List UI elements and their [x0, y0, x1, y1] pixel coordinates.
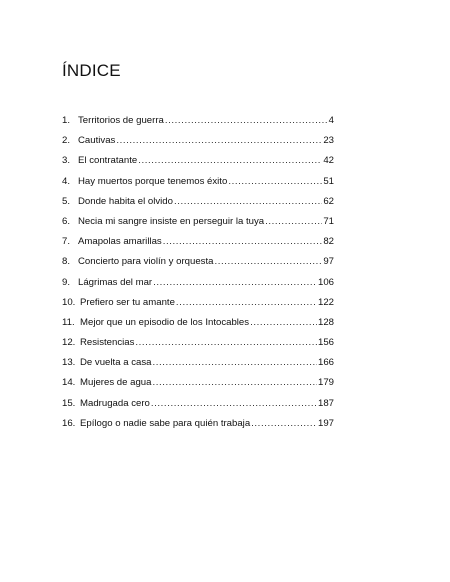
toc-entry-page: 197: [317, 417, 334, 429]
toc-entry-number: 7.: [62, 236, 71, 248]
toc-entry-page: 42: [323, 155, 334, 167]
toc-entry-title: Cautivas: [78, 135, 116, 147]
dot-leader: [151, 394, 317, 414]
toc-entry-page: 51: [323, 175, 334, 187]
toc-entry-page: 62: [323, 195, 334, 207]
dot-leader: [176, 293, 317, 313]
toc-entry: [62, 212, 334, 232]
table-of-contents: [62, 111, 334, 434]
dot-leader: [153, 273, 317, 293]
toc-entry-title: Mejor que un episodio de los Intocables: [80, 316, 250, 328]
toc-entry-number: 14.: [62, 377, 76, 389]
toc-entry: [62, 232, 334, 252]
toc-entry: [62, 192, 334, 212]
toc-entry-title: Necia mi sangre insiste en perseguir la tuya: [78, 215, 265, 227]
toc-entry-number: 13.: [62, 357, 76, 369]
toc-entry-page: 179: [317, 377, 334, 389]
toc-entry-page: 106: [317, 276, 334, 288]
toc-entry: [62, 353, 334, 373]
toc-entry-number: 16.: [62, 417, 76, 429]
dot-leader: [138, 151, 322, 171]
toc-entry-title: Hay muertos porque tenemos éxito: [78, 175, 228, 187]
toc-entry-title: Madrugada cero: [80, 397, 150, 409]
toc-entry-page: 128: [317, 316, 334, 328]
toc-entry-number: 11.: [62, 316, 75, 328]
toc-entry-page: 122: [317, 296, 334, 308]
toc-entry-title: Mujeres de agua: [80, 377, 152, 389]
toc-entry: [62, 333, 334, 353]
page-title: ÍNDICE: [62, 61, 121, 80]
dot-leader: [251, 414, 317, 434]
toc-entry-title: Epílogo o nadie sabe para quién trabaja: [80, 417, 251, 429]
toc-entry-number: 2.: [62, 135, 71, 147]
toc-entry: [62, 151, 334, 171]
toc-entry-number: 4.: [62, 175, 71, 187]
toc-entry-page: 156: [317, 337, 334, 349]
toc-entry: [62, 111, 334, 131]
toc-entry: [62, 373, 334, 393]
dot-leader: [250, 313, 317, 333]
dot-leader: [135, 333, 317, 353]
dot-leader: [152, 373, 317, 393]
dot-leader: [228, 172, 322, 192]
dot-leader: [165, 111, 328, 131]
toc-entry-page: 23: [323, 135, 334, 147]
toc-entry-number: 10.: [62, 296, 76, 308]
toc-entry-number: 15.: [62, 397, 76, 409]
toc-entry-title: Concierto para violín y orquesta: [78, 256, 214, 268]
toc-entry-number: 1.: [62, 115, 71, 126]
toc-entry-number: 8.: [62, 256, 71, 268]
toc-entry-page: 4: [328, 115, 334, 126]
dot-leader: [152, 353, 317, 373]
toc-entry: [62, 414, 334, 434]
toc-entry-page: 71: [323, 215, 334, 227]
toc-entry-number: 12.: [62, 337, 76, 349]
toc-entry: [62, 273, 334, 293]
toc-entry-title: Resistencias: [80, 337, 135, 349]
toc-entry-page: 166: [317, 357, 334, 369]
dot-leader: [163, 232, 323, 252]
toc-entry-title: Donde habita el olvido: [78, 195, 173, 207]
toc-entry-number: 3.: [62, 155, 71, 167]
dot-leader: [214, 252, 322, 272]
toc-entry: [62, 172, 334, 192]
toc-entry-number: 9.: [62, 276, 71, 288]
dot-leader: [174, 192, 322, 212]
toc-entry-title: Territorios de guerra: [78, 115, 164, 126]
toc-entry-page: 187: [317, 397, 334, 409]
toc-entry-page: 82: [323, 236, 334, 248]
toc-entry: [62, 293, 334, 313]
toc-entry-title: Amapolas amarillas: [78, 236, 162, 248]
toc-entry: [62, 252, 334, 272]
toc-entry-title: Lágrimas del mar: [78, 276, 153, 288]
toc-entry: [62, 394, 334, 414]
dot-leader: [116, 131, 322, 151]
toc-entry-title: El contratante: [78, 155, 138, 167]
toc-entry-title: Prefiero ser tu amante: [80, 296, 175, 308]
toc-entry: [62, 313, 334, 333]
toc-entry-number: 6.: [62, 215, 71, 227]
toc-entry-page: 97: [323, 256, 334, 268]
toc-entry: [62, 131, 334, 151]
toc-entry-title: De vuelta a casa: [80, 357, 152, 369]
dot-leader: [265, 212, 322, 232]
toc-entry-number: 5.: [62, 195, 71, 207]
